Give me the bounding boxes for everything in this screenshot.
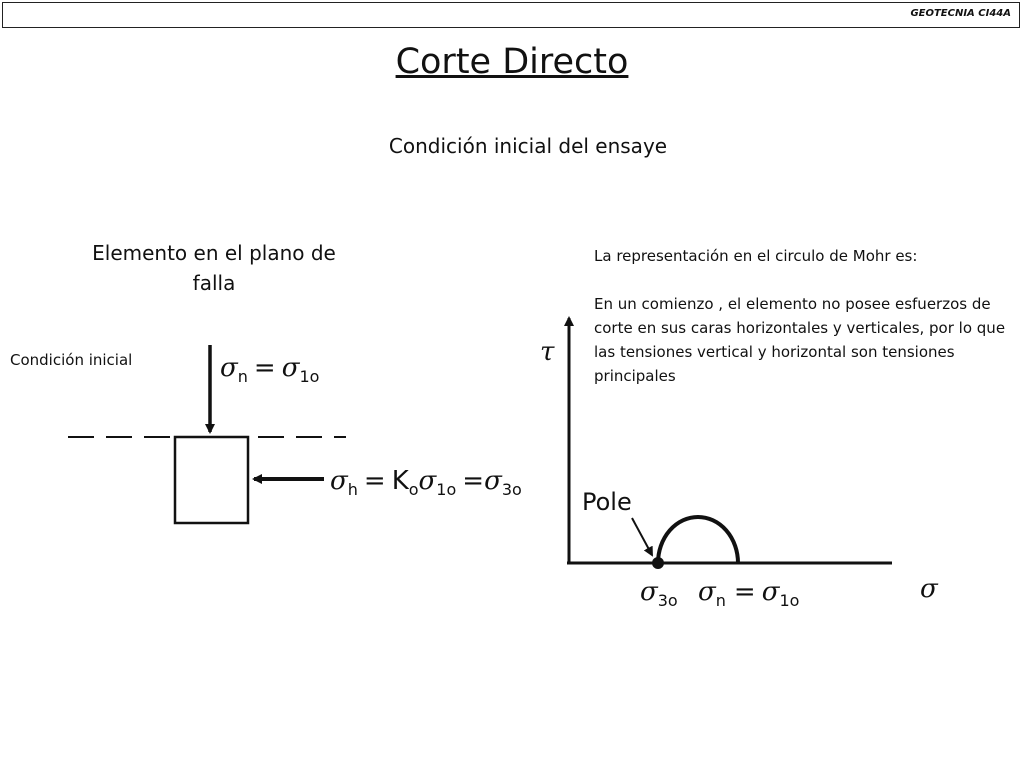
mohr-intro-text: La representación en el circulo de Mohr es: xyxy=(594,247,918,265)
page-title: Corte Directo xyxy=(395,42,629,82)
page-subtitle: Condición inicial del ensaye xyxy=(388,134,668,158)
condition-label: Condición inicial xyxy=(10,351,133,369)
mohr-explanation-text: En un comienzo , el elemento no posee esfuerzos de corte en sus caras horizontales y verticales, por lo que las tensiones vertical y horizontal son tensiones principales xyxy=(594,295,1006,385)
pole-label: Pole xyxy=(582,488,632,516)
sigma-n-label: $\sigma_n = \sigma_{1o}$ xyxy=(220,353,320,386)
mohr-diagram xyxy=(540,318,939,610)
soil-element-box xyxy=(175,437,248,523)
sigma-n-1o-label: $\sigma_n = \sigma_{1o}$ xyxy=(698,577,800,610)
element-heading: Elemento en el plano de falla xyxy=(92,241,336,295)
element-diagram xyxy=(68,345,522,523)
sigma-h-label: $\sigma_h = K_o\sigma_{1o} =\sigma_{3o}$ xyxy=(330,466,522,499)
mohr-semicircle xyxy=(658,517,738,563)
pole-point xyxy=(652,557,664,569)
sigma-axis-label: σ xyxy=(920,574,938,604)
sigma-3o-label: $\sigma_{3o}$ xyxy=(640,577,678,610)
course-label: GEOTECNIA CI44A xyxy=(910,8,1011,19)
tau-axis-label: τ xyxy=(540,337,555,367)
pole-pointer-arrow xyxy=(632,518,652,555)
